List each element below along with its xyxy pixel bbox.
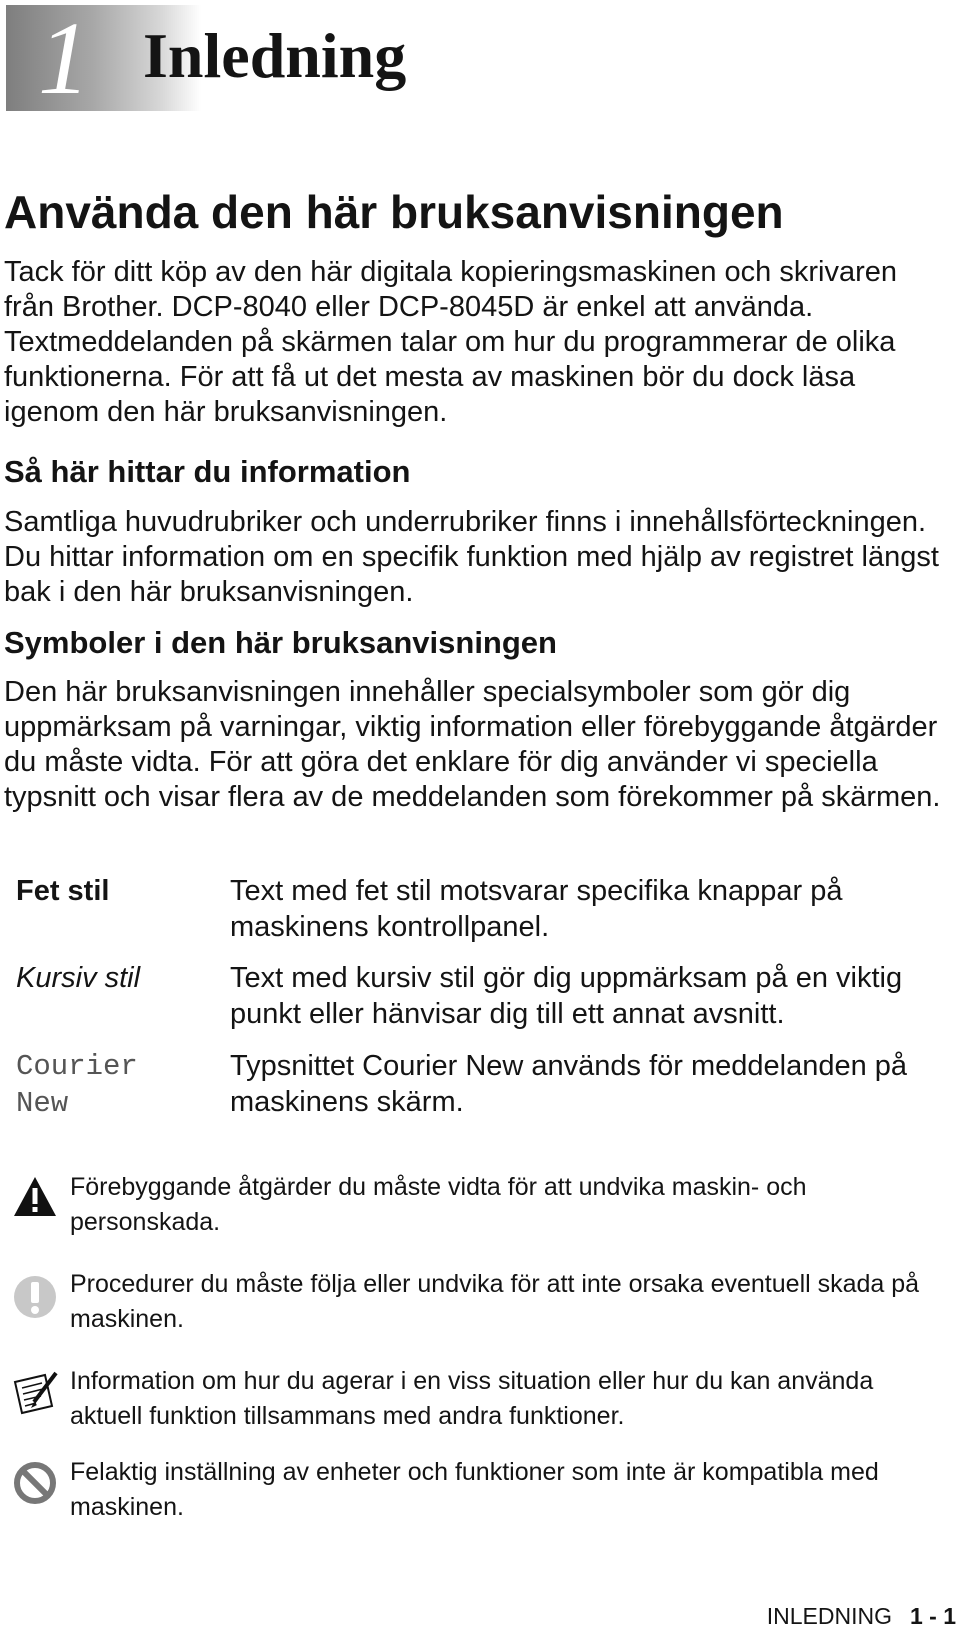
prohibited-icon: [12, 1460, 58, 1506]
chapter-title: Inledning: [143, 20, 407, 91]
courier-style-description: Typsnittet Courier New används för meddelanden på maskinens skärm.: [230, 1050, 908, 1118]
chapter-number: 1: [38, 1, 90, 116]
note-pad-pencil-icon: [12, 1370, 58, 1416]
symbols-paragraph: Den här bruksanvisningen innehåller specialsymboler som gör dig uppmärksam på varningar, viktig information eller förebyggande åtgärder du måste vidta. För att göra det enklare för dig använder vi speciella typsnitt och visar flera av de meddelanden som förekommer på skärmen.: [4, 676, 941, 813]
page-footer: [767, 1602, 956, 1630]
italic-style-term: Kursiv stil: [16, 962, 141, 994]
footer-section-name: INLEDNING: [766, 1603, 892, 1629]
warning-triangle-icon: [12, 1174, 58, 1220]
section-title: Använda den här bruksanvisningen: [4, 186, 784, 238]
footer-page-number: 1 - 1: [909, 1603, 956, 1629]
italic-style-description: Text med kursiv stil gör dig uppmärksam på en viktig punkt eller hänvisar dig till ett annat avsnitt.: [230, 962, 903, 1030]
information-note-text: Information om hur du agerar i en viss situation eller hur du kan använda aktuell funktion tillsammans med andra funktioner.: [70, 1367, 874, 1430]
caution-exclamation-icon: [12, 1274, 58, 1320]
intro-paragraph: Tack för ditt köp av den här digitala kopieringsmaskinen och skrivaren från Brother. DCP-8040 eller DCP-8045D är enkel att använda. Textmeddelanden på skärmen talar om hur du programmerar de olika funktionerna. För att få ut det mesta av maskinen bör du dock läsa igenom den här bruksanvisningen.: [4, 256, 898, 428]
symbols-heading: Symboler i den här bruksanvisningen: [4, 625, 557, 660]
warning-note-text: Förebyggande åtgärder du måste vidta för att undvika maskin- och personskada.: [70, 1173, 807, 1236]
find-info-paragraph: Samtliga huvudrubriker och underrubriker finns i innehållsförteckningen. Du hittar information om en specifik funktion med hjälp av registret längst bak i den här bruksanvisningen.: [4, 506, 939, 608]
bold-style-term: Fet stil: [16, 875, 110, 907]
courier-style-term: Courier New: [16, 1050, 138, 1120]
bold-style-description: Text med fet stil motsvarar specifika knappar på maskinens kontrollpanel.: [230, 875, 843, 943]
caution-note-text: Procedurer du måste följa eller undvika för att inte orsaka eventuell skada på maskinen.: [70, 1270, 920, 1333]
find-info-heading: Så här hittar du information: [4, 454, 411, 489]
incompatible-note-text: Felaktig inställning av enheter och funktioner som inte är kompatibla med maskinen.: [70, 1458, 879, 1521]
